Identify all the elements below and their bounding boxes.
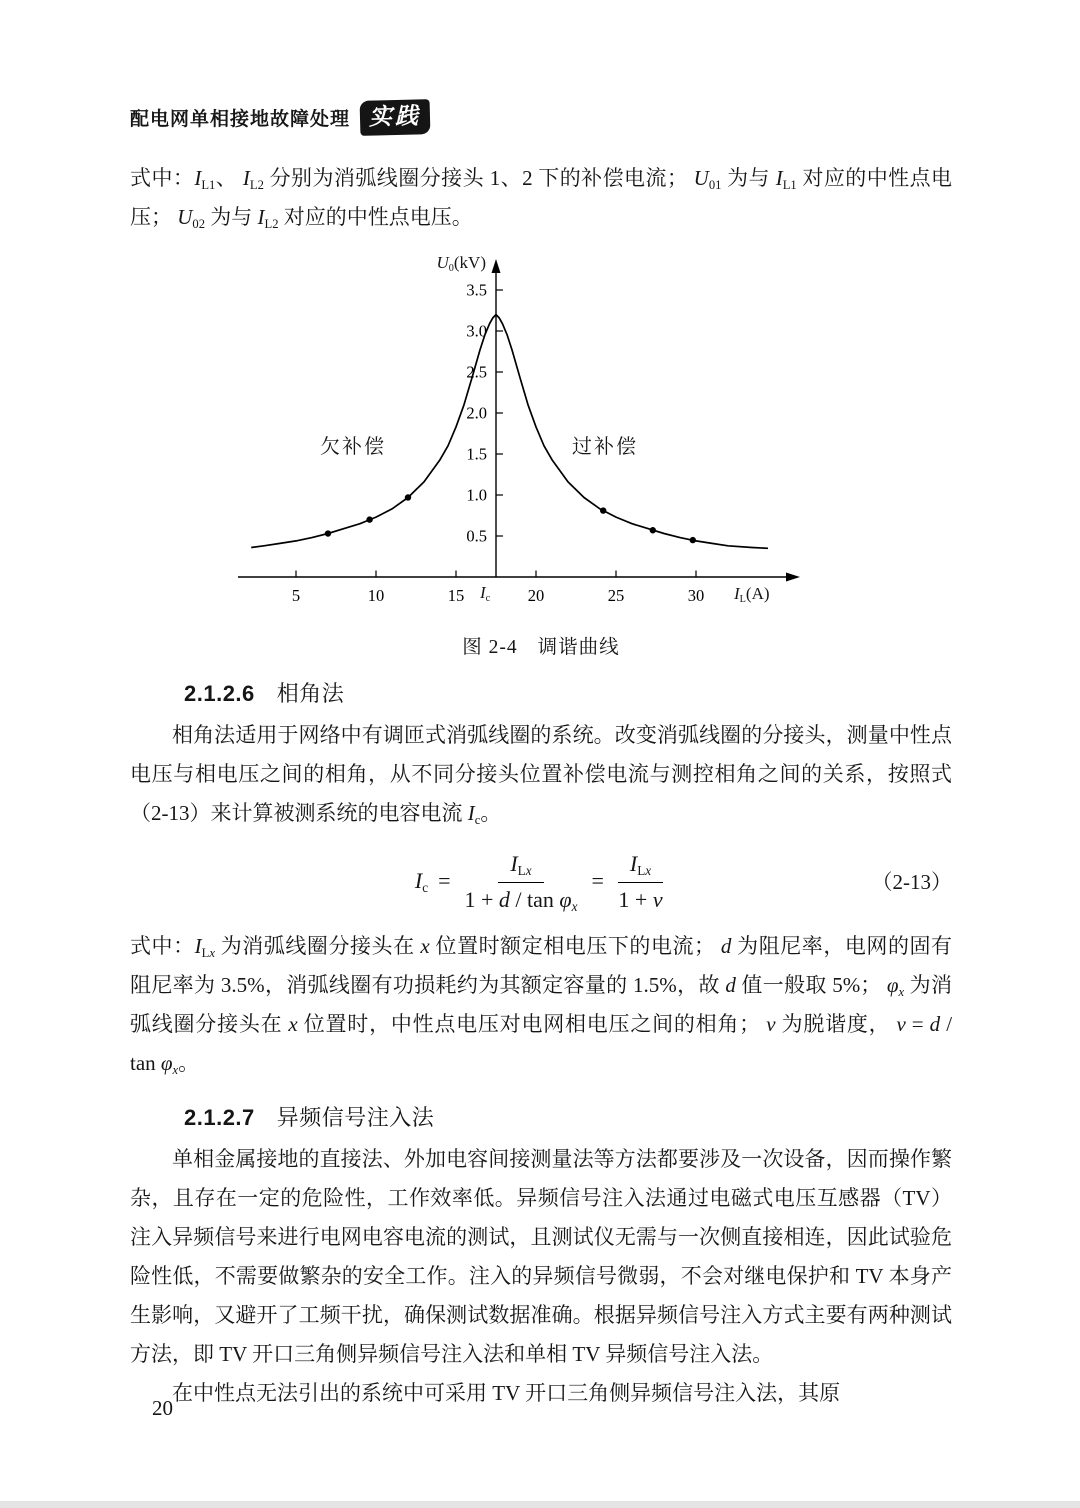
region-label-overcompensation: 过补偿 bbox=[572, 436, 638, 458]
fraction-1-numerator: $I_{Lx}$ bbox=[498, 849, 543, 883]
section-number: 2.1.2.7 bbox=[184, 1105, 255, 1130]
equation-tag: （2-13） bbox=[871, 870, 952, 894]
equals-sign-2: = bbox=[591, 868, 604, 893]
svg-text:1.5: 1.5 bbox=[466, 444, 487, 464]
figure-caption-label: 图 2-4 bbox=[462, 637, 518, 658]
figure-2-4 bbox=[130, 247, 952, 659]
section-heading-2-1-2-6 bbox=[130, 677, 952, 708]
equation-2-13 bbox=[130, 845, 952, 917]
y-axis-label: $U_0(kV)$ bbox=[436, 253, 486, 275]
svg-text:3.5: 3.5 bbox=[466, 280, 487, 300]
paragraph-symbol-notes: 式中：$I_{L1}$、 $I_{L2}$ 分别为消弧线圈分接头 1、2 下的补偿电流； $U_{01}$ 为与 $I_{L1}$ 对应的中性点电压； $U_{02}$ 为与 $I_{L2}$ 对应的中性点电压。 bbox=[130, 166, 953, 231]
figure-caption-title: 调谐曲线 bbox=[537, 637, 620, 658]
paragraph-phase-angle-method: 相角法适用于网络中有调匝式消弧线圈的系统。改变消弧线圈的分接头，测量中性点电压与相电压之间的相角，从不同分接头位置补偿电流与测控相角之间的关系，按照式（2-13）来计算被测系统的电容电流 $I_c$。 bbox=[130, 723, 952, 827]
section-number: 2.1.2.6 bbox=[184, 681, 255, 706]
equation-lhs: $I_c$ bbox=[414, 868, 429, 895]
x-axis-label: $I_L(A)$ bbox=[734, 584, 770, 606]
book-title: 配电网单相接地故障处理 bbox=[130, 109, 351, 130]
page-content bbox=[130, 100, 952, 1413]
svg-text:25: 25 bbox=[607, 586, 625, 605]
fraction-2-denominator: 1 + v bbox=[618, 887, 663, 912]
book-series-logo: 实践 bbox=[360, 99, 431, 136]
fraction-1-denominator: $1 + d / \tan \varphi_x$ bbox=[464, 887, 578, 914]
fraction-2 bbox=[618, 849, 663, 913]
page-number: 20 bbox=[152, 1396, 173, 1420]
tuning-curve-chart bbox=[230, 247, 830, 617]
svg-text:1.0: 1.0 bbox=[466, 485, 487, 505]
svg-text:5: 5 bbox=[291, 586, 301, 605]
svg-text:15: 15 bbox=[447, 586, 465, 605]
paragraph-injection-method: 单相金属接地的直接法、外加电容间接测量法等方法都要涉及一次设备，因而操作繁杂，且存在一定的危险性，工作效率低。异频信号注入法通过电磁式电压互感器（TV）注入异频信号来进行电网电容电流的测试，且测试仪无需与一次侧直接相连，因此试验危险性低，不需要做繁杂的安全工作。注入的异频信号微弱，不会对继电保护和 TV 本身产生影响，又避开了工频干扰，确保测试数据准确。根据异频信号注入方式主要有两种测试方法，即 TV 开口三角侧异频信号注入法和单相 TV 异频信号注入法。 bbox=[130, 1147, 952, 1366]
svg-text:3.0: 3.0 bbox=[466, 321, 487, 341]
svg-text:2.5: 2.5 bbox=[466, 362, 487, 382]
fraction-2-numerator: $I_{Lx}$ bbox=[618, 849, 663, 883]
section-title: 异频信号注入法 bbox=[276, 1105, 435, 1130]
paragraph-tv-open-delta: 在中性点无法引出的系统中可采用 TV 开口三角侧异频信号注入法，其原 bbox=[172, 1381, 841, 1405]
figure-caption bbox=[130, 631, 952, 659]
svg-text:10: 10 bbox=[367, 586, 385, 605]
section-title: 相角法 bbox=[276, 681, 345, 706]
svg-text:0.5: 0.5 bbox=[466, 526, 487, 546]
equals-sign: = bbox=[438, 868, 451, 893]
svg-text:2.0: 2.0 bbox=[466, 403, 487, 423]
page-header bbox=[130, 100, 952, 135]
bottom-edge-strip bbox=[0, 1501, 1080, 1508]
region-label-undercompensation: 欠补偿 bbox=[320, 436, 386, 458]
fraction-1 bbox=[464, 849, 577, 913]
svg-text:20: 20 bbox=[527, 586, 545, 605]
section-heading-2-1-2-7 bbox=[130, 1101, 952, 1132]
resonance-current-label: $I_c$ bbox=[480, 583, 491, 605]
svg-text:30: 30 bbox=[687, 586, 705, 605]
paragraph-equation-notes: 式中：$I_{Lx}$ 为消弧线圈分接头在 x 位置时额定相电压下的电流； d 为阻尼率，电网的固有阻尼率为 3.5%，消弧线圈有功损耗约为其额定容量的 1.5%，故 d 值一般取 5%； $\varphi_x$ 为消弧线圈分接头在 x 位置时，中性点电压对电网相电压之间的相角； v 为脱谐度， $v = d / \tan \varphi_x$。 bbox=[130, 934, 953, 1077]
